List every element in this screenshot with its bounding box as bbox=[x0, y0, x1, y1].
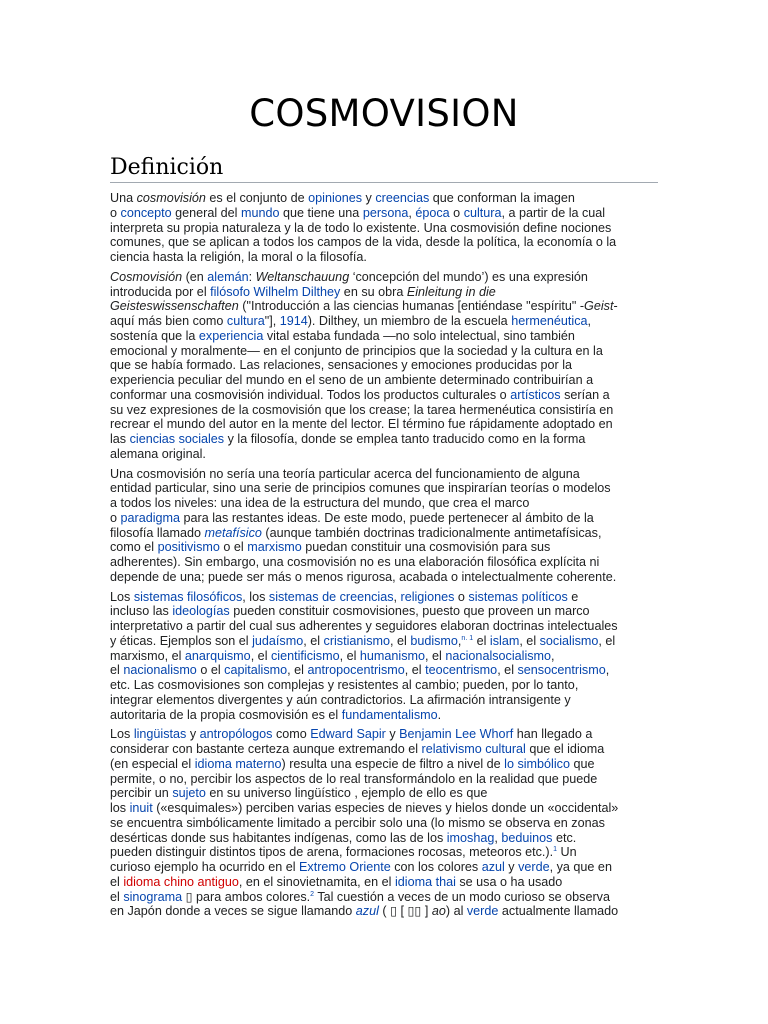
text-run: ‘concepción del mundo’) es una expresión bbox=[349, 269, 588, 284]
wiki-link[interactable]: época bbox=[415, 205, 450, 220]
text-run: depende de una; puede ser más o menos rigurosa, acabada o intelectualmente coherente. bbox=[110, 569, 617, 584]
text-run: , el bbox=[598, 633, 616, 648]
text-run: , el bbox=[404, 663, 426, 678]
text-line bbox=[110, 511, 658, 526]
italic-text: Geisteswissenschaften bbox=[110, 299, 239, 314]
wiki-link[interactable]: relativismo cultural bbox=[421, 742, 526, 756]
text-line bbox=[110, 235, 658, 250]
reference-link[interactable]: 2 bbox=[310, 890, 315, 898]
text-line bbox=[110, 270, 658, 285]
paragraph bbox=[110, 191, 658, 265]
text-line bbox=[110, 890, 658, 905]
wiki-link[interactable]: azul bbox=[355, 904, 379, 919]
text-run: ▯ para ambos colores. bbox=[182, 889, 311, 904]
text-run: e bbox=[567, 589, 579, 604]
wiki-link[interactable]: Wilhelm Dilthey bbox=[253, 284, 341, 299]
text-run: , el bbox=[390, 633, 411, 648]
wiki-link[interactable]: islam bbox=[489, 633, 520, 648]
wiki-link[interactable]: concepto bbox=[120, 205, 172, 220]
text-run: interpreta su propia naturaleza y la de todo lo existente. Una cosmovisión define nociones bbox=[110, 220, 612, 235]
text-run: y bbox=[504, 860, 519, 874]
italic-text: Einleitung in die bbox=[406, 284, 496, 299]
text-line bbox=[110, 757, 658, 772]
text-run: o bbox=[110, 510, 121, 525]
text-run: , bbox=[605, 663, 610, 678]
text-line bbox=[110, 678, 658, 693]
wiki-link[interactable]: cultura bbox=[463, 205, 502, 220]
wiki-link[interactable]: Extremo Oriente bbox=[299, 860, 391, 874]
wiki-link[interactable]: beduinos bbox=[501, 830, 553, 845]
wiki-link[interactable]: idioma materno bbox=[194, 756, 282, 771]
text-line bbox=[110, 447, 658, 462]
text-line bbox=[110, 904, 658, 919]
text-run: que se había formado. Las relaciones, sensaciones y emociones producidas por la bbox=[110, 358, 573, 373]
text-run: y bbox=[385, 727, 400, 742]
text-run: es el conjunto de bbox=[205, 191, 309, 205]
text-line bbox=[110, 831, 658, 846]
text-run: se usa o ha usado bbox=[455, 874, 563, 889]
reference-link[interactable]: 1 bbox=[553, 846, 558, 854]
text-run: : bbox=[248, 269, 256, 284]
text-line bbox=[110, 250, 658, 265]
wiki-link[interactable]: sistemas de creencias bbox=[268, 589, 394, 604]
wiki-link[interactable]: verde bbox=[466, 904, 499, 919]
text-line bbox=[110, 693, 658, 708]
text-run: , el bbox=[250, 648, 271, 663]
wiki-link[interactable]: Edward Sapir bbox=[310, 727, 386, 742]
wiki-link[interactable]: paradigma bbox=[120, 510, 181, 525]
wiki-link[interactable]: idioma thai bbox=[394, 874, 456, 889]
wiki-link[interactable]: socialismo bbox=[539, 633, 599, 648]
text-run: marxismo, el bbox=[110, 648, 185, 663]
paragraph bbox=[110, 727, 658, 919]
text-line bbox=[110, 299, 658, 314]
text-run: , el bbox=[497, 663, 518, 678]
wiki-link[interactable]: fundamentalismo bbox=[341, 707, 438, 722]
text-line bbox=[110, 388, 658, 403]
text-line bbox=[110, 481, 658, 496]
text-run: el bbox=[473, 633, 490, 648]
wiki-link[interactable]: budismo bbox=[410, 633, 458, 648]
wiki-link[interactable]: sistemas políticos bbox=[468, 589, 568, 604]
wiki-link[interactable]: marxismo bbox=[247, 540, 302, 555]
text-line bbox=[110, 708, 658, 723]
text-run: , el bbox=[425, 648, 446, 663]
text-run: , el bbox=[287, 663, 308, 678]
italic-text: ao bbox=[431, 904, 446, 919]
text-run: filosofía llamado bbox=[110, 525, 205, 540]
wiki-link[interactable]: experiencia bbox=[198, 328, 264, 343]
text-line bbox=[110, 496, 658, 511]
text-run: y éticas. Ejemplos son el bbox=[110, 633, 253, 648]
text-run: , bbox=[551, 648, 555, 663]
text-line bbox=[110, 344, 658, 359]
text-run: Los bbox=[110, 727, 134, 742]
text-line bbox=[110, 206, 658, 221]
text-run: sostenía que la bbox=[110, 328, 199, 343]
text-line bbox=[110, 329, 658, 344]
text-run: , el bbox=[339, 648, 360, 663]
text-run: Una cosmovisión no sería una teoría particular acerca del funcionamiento de alguna bbox=[110, 466, 580, 481]
text-line bbox=[110, 786, 658, 801]
text-run: o el bbox=[196, 663, 225, 678]
wiki-link[interactable]: religiones bbox=[400, 589, 455, 604]
wiki-link[interactable]: positivismo bbox=[157, 540, 220, 555]
wiki-link[interactable]: capitalismo bbox=[224, 663, 288, 678]
text-run: y bbox=[186, 727, 200, 742]
text-run: ) al bbox=[445, 904, 467, 919]
text-run: las bbox=[110, 432, 130, 446]
wiki-link[interactable]: lingüistas bbox=[133, 727, 187, 742]
article-body bbox=[110, 191, 658, 924]
text-run: ( ▯ [ ▯▯ ] bbox=[378, 904, 432, 919]
wiki-link[interactable]: imoshag bbox=[446, 830, 495, 845]
text-run: con los colores bbox=[390, 860, 482, 874]
text-run: etc. Las cosmovisiones son complejas y resistentes al cambio; pueden, por lo tanto, bbox=[110, 678, 579, 692]
wiki-link[interactable]: verde bbox=[518, 860, 550, 874]
text-run: , bbox=[587, 314, 591, 328]
page-title: COSMOVISION bbox=[249, 92, 519, 135]
italic-text: cosmovisión bbox=[136, 191, 206, 205]
text-line bbox=[110, 649, 658, 664]
text-run: (en especial el bbox=[110, 756, 195, 771]
paragraph bbox=[110, 590, 658, 723]
text-run: desérticas donde sus habitantes indígenas, como las de los bbox=[110, 830, 447, 845]
text-line bbox=[110, 555, 658, 570]
text-line bbox=[110, 285, 658, 300]
text-run: en Japón donde a veces se sigue llamando bbox=[110, 904, 356, 919]
wiki-link[interactable]: azul bbox=[481, 860, 505, 874]
text-run: a todos los niveles: una idea de la estructura del mundo, que crea el marco bbox=[110, 496, 530, 510]
wiki-link[interactable]: cultura bbox=[226, 314, 265, 328]
wiki-link[interactable]: sensocentrismo bbox=[517, 663, 606, 678]
wiki-link[interactable]: ideologías bbox=[172, 604, 230, 619]
wiki-link[interactable]: inuit bbox=[129, 801, 153, 815]
text-line bbox=[110, 619, 658, 634]
text-run: o bbox=[454, 589, 469, 604]
text-run: , ya que en bbox=[549, 860, 612, 874]
wiki-link[interactable]: Benjamin Lee Whorf bbox=[399, 727, 514, 742]
text-run: autoritaria de la propia cosmovisión es el bbox=[110, 707, 342, 722]
text-run: y bbox=[362, 191, 376, 205]
text-run: , bbox=[408, 205, 416, 220]
text-line bbox=[110, 816, 658, 831]
text-run: conformar una cosmovisión individual. Todos los productos culturales o bbox=[110, 387, 511, 402]
text-run: el bbox=[110, 663, 124, 678]
wiki-link[interactable]: lo simbólico bbox=[504, 756, 570, 771]
text-run: , bbox=[457, 633, 462, 648]
text-run: , los bbox=[242, 589, 269, 604]
wiki-link[interactable]: cristianismo bbox=[323, 633, 390, 648]
text-run: en su universo lingüístico , ejemplo de ello es que bbox=[205, 786, 488, 801]
text-run: , bbox=[494, 830, 502, 845]
text-run: que bbox=[569, 756, 595, 771]
text-run: o bbox=[449, 205, 464, 220]
text-run: introducida por el bbox=[110, 284, 211, 299]
text-run: permite, o no, percibir los aspectos de lo real transformándolo en la realidad que puede bbox=[110, 771, 598, 786]
wiki-link[interactable]: sujeto bbox=[172, 786, 206, 801]
text-run: que el idioma bbox=[525, 742, 605, 756]
text-run: Tal cuestión a veces de un modo curioso se observa bbox=[314, 889, 610, 904]
text-line bbox=[110, 772, 658, 787]
text-line bbox=[110, 727, 658, 742]
text-run: que tiene una bbox=[279, 205, 363, 220]
text-line bbox=[110, 590, 658, 605]
section-heading-definicion: Definición bbox=[110, 155, 658, 183]
text-run: general del bbox=[171, 205, 241, 220]
text-line bbox=[110, 540, 658, 555]
text-run: su vez expresiones de la cosmovisión que los crease; la tarea hermenéutica consistiría en bbox=[110, 402, 614, 417]
text-run: el bbox=[110, 874, 124, 889]
wiki-link[interactable]: teocentrismo bbox=[425, 663, 498, 678]
text-run: pueden distinguir distintos tipos de arena, formaciones rocosas, meteoros etc.). bbox=[110, 845, 554, 860]
text-line bbox=[110, 801, 658, 816]
text-run: ("Introducción a las ciencias humanas [entiéndase "espíritu" - bbox=[238, 299, 585, 314]
text-run: , el bbox=[303, 633, 324, 648]
wiki-link[interactable]: 1914 bbox=[279, 314, 308, 328]
wiki-link[interactable]: antropocentrismo bbox=[307, 663, 405, 678]
text-line bbox=[110, 875, 658, 890]
text-run: entidad particular, sino una serie de principios comunes que inspirarían teorías o modelos bbox=[110, 481, 611, 496]
text-run: , en el sinovietnamita, en el bbox=[238, 874, 395, 889]
wiki-link[interactable]: cientificismo bbox=[271, 648, 340, 663]
text-run: serían a bbox=[560, 387, 610, 402]
text-run: (aunque también doctrinas tradicionalmente antimetafísicas, bbox=[261, 525, 602, 540]
text-line bbox=[110, 191, 658, 206]
wiki-link[interactable]: opiniones bbox=[308, 191, 363, 205]
text-run: integrar elementos divergentes y aún contradictorios. La afirmación intransigente y bbox=[110, 692, 571, 707]
text-run: . bbox=[437, 707, 442, 722]
text-run: actualmente llamado bbox=[498, 904, 619, 919]
wiki-link[interactable]: artísticos bbox=[510, 387, 561, 402]
text-line bbox=[110, 314, 658, 329]
text-line bbox=[110, 663, 658, 678]
text-run: los bbox=[110, 801, 130, 815]
wiki-link[interactable]: metafísico bbox=[204, 525, 262, 540]
text-run: (en bbox=[182, 269, 208, 284]
text-run: interpretativo a partir del cual sus adherentes y seguidores elaboran doctrinas intelectuales bbox=[110, 619, 618, 633]
text-run: vital estaba fundada —no solo intelectual, sino también bbox=[263, 328, 575, 343]
text-run: («esquimales») perciben varias especies de nieves y hielos donde un «occidental» bbox=[152, 801, 619, 815]
text-run: comunes, que se aplican a todos los campos de la vida, desde la política, la economía o la bbox=[110, 235, 617, 250]
wiki-link[interactable]: creencias bbox=[375, 191, 430, 205]
text-run: ) resulta una especie de filtro a nivel de bbox=[281, 756, 505, 771]
wiki-link[interactable]: ciencias sociales bbox=[129, 432, 225, 446]
text-run: Una bbox=[110, 191, 137, 205]
paragraph bbox=[110, 467, 658, 585]
text-run: ciencia hasta la religión, la moral o la filosofía. bbox=[110, 250, 367, 264]
text-line bbox=[110, 604, 658, 619]
text-run: o bbox=[110, 205, 121, 220]
wiki-link[interactable]: filósofo bbox=[210, 284, 251, 299]
text-run: - bbox=[613, 299, 618, 314]
wiki-link[interactable]: sinograma bbox=[123, 889, 183, 904]
text-run: y la filosofía, donde se emplea tanto traducido como en la forma bbox=[224, 432, 586, 446]
text-run: Los bbox=[110, 589, 134, 604]
wiki-link[interactable]: judaísmo bbox=[252, 633, 304, 648]
text-line bbox=[110, 221, 658, 236]
text-run: Un bbox=[557, 845, 577, 860]
wiki-link[interactable]: sistemas filosóficos bbox=[133, 589, 243, 604]
wiki-link[interactable]: alemán bbox=[207, 269, 249, 284]
text-run: que conforman la imagen bbox=[429, 191, 575, 205]
text-run: alemana original. bbox=[110, 446, 206, 461]
text-run: o el bbox=[219, 540, 248, 555]
text-line bbox=[110, 860, 658, 875]
text-run: puedan constituir una cosmovisión para sus bbox=[301, 540, 551, 555]
text-run: curioso ejemplo ha ocurrido en el bbox=[110, 860, 300, 874]
text-run: adherentes). Sin embargo, una cosmovisión no es una elaboración filosófica explícita ni bbox=[110, 555, 600, 569]
text-run: , el bbox=[519, 633, 540, 648]
wiki-link[interactable]: persona bbox=[362, 205, 409, 220]
text-line bbox=[110, 467, 658, 482]
wiki-link[interactable]: hermenéutica bbox=[511, 314, 588, 328]
text-line bbox=[110, 634, 658, 649]
italic-text: Cosmovisión bbox=[110, 269, 183, 284]
text-line bbox=[110, 570, 658, 585]
wiki-link[interactable]: nacionalsocialismo bbox=[445, 648, 552, 663]
text-run: para las restantes ideas. De este modo, puede pertenecer al ámbito de la bbox=[180, 510, 594, 525]
wiki-link[interactable]: humanismo bbox=[359, 648, 426, 663]
text-run: en su obra bbox=[340, 284, 407, 299]
text-run: se encuentra simbólicamente limitado a percibir solo una (lo mismo se observa en zonas bbox=[110, 815, 605, 830]
text-run: incluso las bbox=[110, 604, 173, 619]
text-run: etc. bbox=[552, 830, 577, 845]
paragraph bbox=[110, 270, 658, 462]
text-run: "], bbox=[264, 314, 280, 328]
text-run: emocional y moralmente— en el conjunto de principios que la sociedad y la cultura en la bbox=[110, 343, 603, 358]
text-line bbox=[110, 845, 658, 860]
text-run: , a partir de la cual bbox=[501, 205, 606, 220]
wiki-link[interactable]: anarquismo bbox=[184, 648, 251, 663]
text-line bbox=[110, 742, 658, 757]
text-run: considerar con bastante certeza aunque extremando el bbox=[110, 742, 422, 756]
text-line bbox=[110, 432, 658, 447]
text-run: el bbox=[110, 889, 124, 904]
reference-link[interactable]: n. 1 bbox=[461, 634, 474, 642]
text-run: han llegado a bbox=[513, 727, 593, 742]
text-run: percibir un bbox=[110, 786, 173, 801]
wiki-link[interactable]: nacionalismo bbox=[123, 663, 197, 678]
text-run: , bbox=[393, 589, 401, 604]
text-run: pueden constituir cosmovisiones, puesto que proveen un marco bbox=[229, 604, 590, 619]
text-run: ). Dilthey, un miembro de la escuela bbox=[307, 314, 512, 328]
text-run: experiencia peculiar del mundo en el seno de un ambiente determinado contribuirían a bbox=[110, 373, 594, 387]
wiki-link[interactable]: mundo bbox=[240, 205, 280, 220]
text-line bbox=[110, 417, 658, 432]
text-line bbox=[110, 403, 658, 418]
italic-text: Weltanschauung bbox=[255, 269, 350, 284]
text-line bbox=[110, 526, 658, 541]
text-run: aquí más bien como bbox=[110, 314, 227, 328]
italic-text: Geist bbox=[584, 299, 614, 314]
redlink[interactable]: idioma chino antiguo bbox=[123, 874, 239, 889]
wiki-link[interactable]: antropólogos bbox=[199, 727, 273, 742]
text-line bbox=[110, 358, 658, 373]
text-run: como bbox=[272, 727, 311, 742]
text-line bbox=[110, 373, 658, 388]
text-run: recrear el mundo del autor en la mente del lector. El término fue rápidamente adoptado en bbox=[110, 417, 613, 432]
text-run: como el bbox=[110, 540, 158, 555]
